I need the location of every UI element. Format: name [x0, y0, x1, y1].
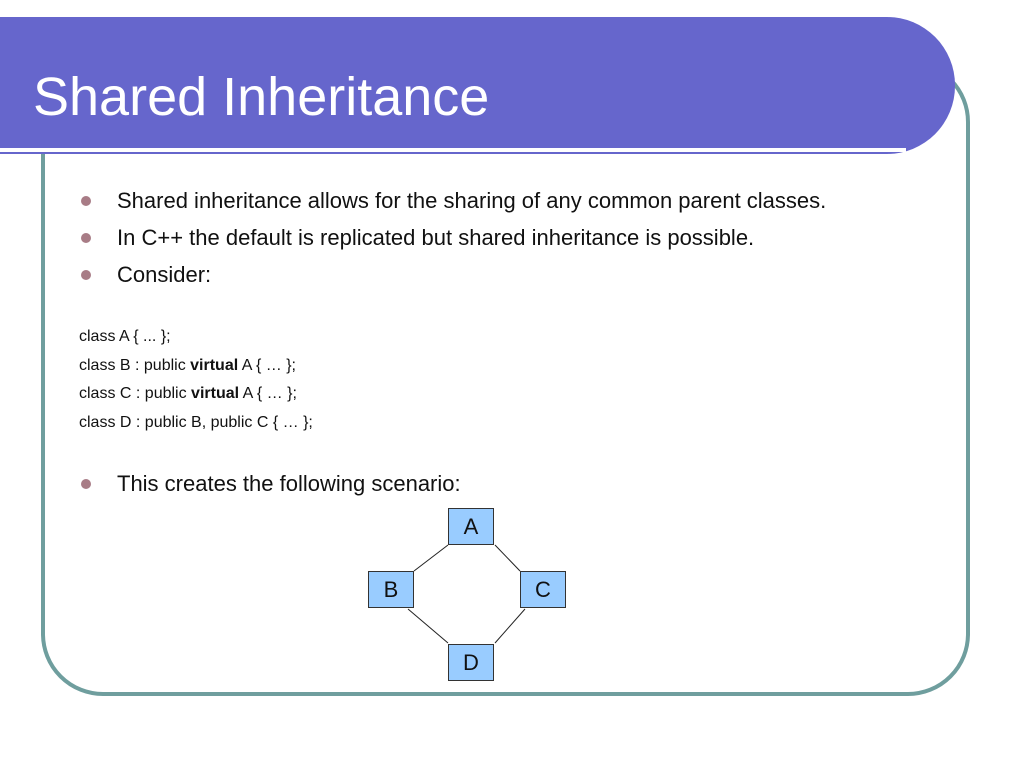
bullet-dot-icon — [81, 270, 91, 280]
code-block — [79, 323, 313, 437]
code-text: A { … }; — [238, 356, 296, 374]
bullet-text: In C++ the default is replicated but shared inheritance is possible. — [117, 225, 755, 250]
bullet-dot-icon — [81, 233, 91, 243]
title-underline — [0, 148, 906, 152]
code-text: class A { ... }; — [79, 328, 171, 345]
code-line — [79, 409, 313, 438]
bullet-text: This creates the following scenario: — [117, 471, 461, 496]
code-text: class D : public B, public C { … }; — [79, 413, 313, 431]
code-keyword: virtual — [191, 385, 240, 402]
bullet-item — [80, 186, 826, 216]
code-text: class B : public — [79, 356, 191, 374]
code-text: A { … }; — [239, 385, 297, 402]
bullet-item — [80, 260, 211, 290]
code-keyword: virtual — [190, 356, 239, 374]
class-node-b: B — [368, 571, 414, 608]
bullet-item — [80, 223, 754, 253]
bullet-item — [80, 469, 461, 499]
bullet-dot-icon — [81, 479, 91, 489]
class-node-d: D — [448, 644, 494, 681]
code-line — [79, 352, 313, 381]
title-bar — [0, 17, 955, 154]
code-line — [79, 323, 313, 352]
code-line — [79, 380, 313, 409]
code-text: class C : public — [79, 385, 192, 402]
class-node-a: A — [448, 508, 494, 545]
bullet-text: Consider: — [117, 262, 212, 287]
class-node-c: C — [520, 571, 566, 608]
slide-title: Shared Inheritance — [33, 67, 490, 127]
bullet-dot-icon — [81, 196, 91, 206]
bullet-text: Shared inheritance allows for the sharing of any common parent classes. — [117, 188, 827, 213]
